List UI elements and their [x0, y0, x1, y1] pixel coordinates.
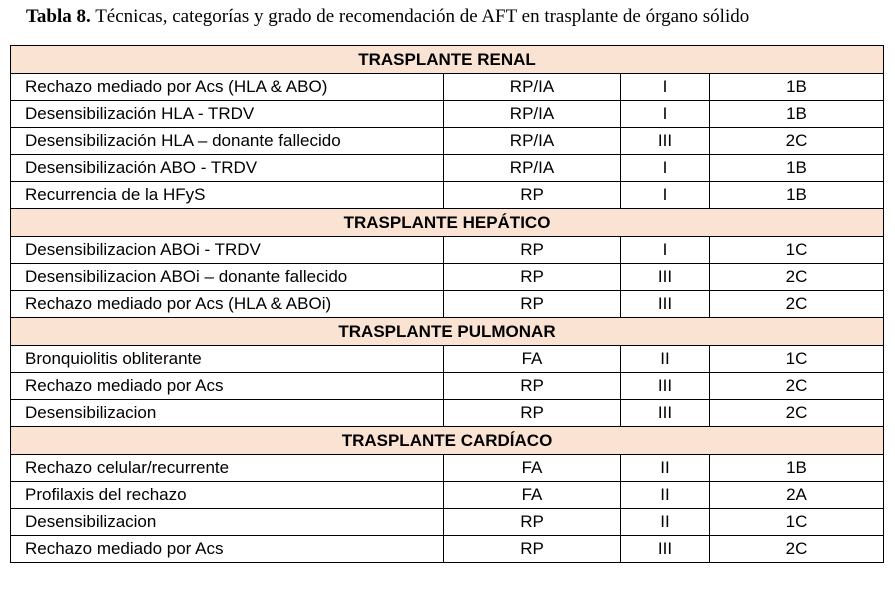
indication-cell: Rechazo mediado por Acs (HLA & ABOi)	[11, 291, 444, 318]
table-row	[11, 264, 884, 291]
category-cell: II	[621, 346, 710, 373]
section-header-cardiaco	[11, 427, 884, 455]
indication-cell: Desensibilización ABO - TRDV	[11, 155, 444, 182]
recommendation-table	[10, 45, 884, 563]
grade-cell: 1C	[710, 237, 884, 264]
category-cell: III	[621, 536, 710, 563]
section-header-hepatico	[11, 209, 884, 237]
section-header-pulmonar	[11, 318, 884, 346]
category-cell: III	[621, 400, 710, 427]
grade-cell: 2C	[710, 128, 884, 155]
table-row	[11, 482, 884, 509]
category-cell: II	[621, 455, 710, 482]
indication-cell: Desensibilizacion	[11, 509, 444, 536]
technique-cell: RP/IA	[444, 155, 621, 182]
table-row	[11, 400, 884, 427]
indication-cell: Profilaxis del rechazo	[11, 482, 444, 509]
indication-cell: Rechazo celular/recurrente	[11, 455, 444, 482]
table-row	[11, 509, 884, 536]
indication-cell: Rechazo mediado por Acs	[11, 536, 444, 563]
category-cell: III	[621, 264, 710, 291]
table-row	[11, 291, 884, 318]
grade-cell: 2C	[710, 291, 884, 318]
grade-cell: 2A	[710, 482, 884, 509]
table-body	[11, 46, 884, 563]
technique-cell: RP	[444, 291, 621, 318]
table-row	[11, 155, 884, 182]
category-cell: I	[621, 155, 710, 182]
technique-cell: RP	[444, 237, 621, 264]
table-caption-label: Tabla 8.	[26, 6, 91, 27]
technique-cell: RP	[444, 264, 621, 291]
section-header-renal	[11, 46, 884, 74]
grade-cell: 2C	[710, 400, 884, 427]
indication-cell: Desensibilizacion ABOi - TRDV	[11, 237, 444, 264]
table-row	[11, 373, 884, 400]
table-caption	[26, 6, 749, 28]
category-cell: I	[621, 182, 710, 209]
table-row	[11, 237, 884, 264]
category-cell: I	[621, 74, 710, 101]
table-row	[11, 455, 884, 482]
category-cell: II	[621, 509, 710, 536]
section-title: TRASPLANTE PULMONAR	[11, 318, 884, 346]
technique-cell: RP	[444, 182, 621, 209]
technique-cell: RP	[444, 373, 621, 400]
indication-cell: Bronquiolitis obliterante	[11, 346, 444, 373]
table-row	[11, 536, 884, 563]
technique-cell: RP	[444, 400, 621, 427]
indication-cell: Desensibilizacion	[11, 400, 444, 427]
grade-cell: 1B	[710, 155, 884, 182]
category-cell: II	[621, 482, 710, 509]
section-title: TRASPLANTE CARDÍACO	[11, 427, 884, 455]
section-title: TRASPLANTE HEPÁTICO	[11, 209, 884, 237]
category-cell: III	[621, 291, 710, 318]
grade-cell: 1C	[710, 509, 884, 536]
grade-cell: 2C	[710, 264, 884, 291]
category-cell: III	[621, 128, 710, 155]
indication-cell: Desensibilización HLA - TRDV	[11, 101, 444, 128]
table-row	[11, 346, 884, 373]
technique-cell: FA	[444, 455, 621, 482]
grade-cell: 1C	[710, 346, 884, 373]
category-cell: I	[621, 237, 710, 264]
grade-cell: 1B	[710, 101, 884, 128]
technique-cell: RP/IA	[444, 101, 621, 128]
indication-cell: Rechazo mediado por Acs	[11, 373, 444, 400]
indication-cell: Desensibilización HLA – donante fallecido	[11, 128, 444, 155]
technique-cell: FA	[444, 346, 621, 373]
table-row	[11, 74, 884, 101]
section-title: TRASPLANTE RENAL	[11, 46, 884, 74]
technique-cell: FA	[444, 482, 621, 509]
grade-cell: 1B	[710, 182, 884, 209]
indication-cell: Desensibilizacion ABOi – donante fallecido	[11, 264, 444, 291]
table-row	[11, 128, 884, 155]
technique-cell: RP	[444, 536, 621, 563]
technique-cell: RP	[444, 509, 621, 536]
technique-cell: RP/IA	[444, 128, 621, 155]
grade-cell: 2C	[710, 373, 884, 400]
indication-cell: Recurrencia de la HFyS	[11, 182, 444, 209]
table-row	[11, 182, 884, 209]
technique-cell: RP/IA	[444, 74, 621, 101]
grade-cell: 1B	[710, 455, 884, 482]
category-cell: I	[621, 101, 710, 128]
grade-cell: 2C	[710, 536, 884, 563]
indication-cell: Rechazo mediado por Acs (HLA & ABO)	[11, 74, 444, 101]
table-caption-text: Técnicas, categorías y grado de recomendación de AFT en trasplante de órgano sólido	[90, 6, 750, 27]
grade-cell: 1B	[710, 74, 884, 101]
table-row	[11, 101, 884, 128]
category-cell: III	[621, 373, 710, 400]
